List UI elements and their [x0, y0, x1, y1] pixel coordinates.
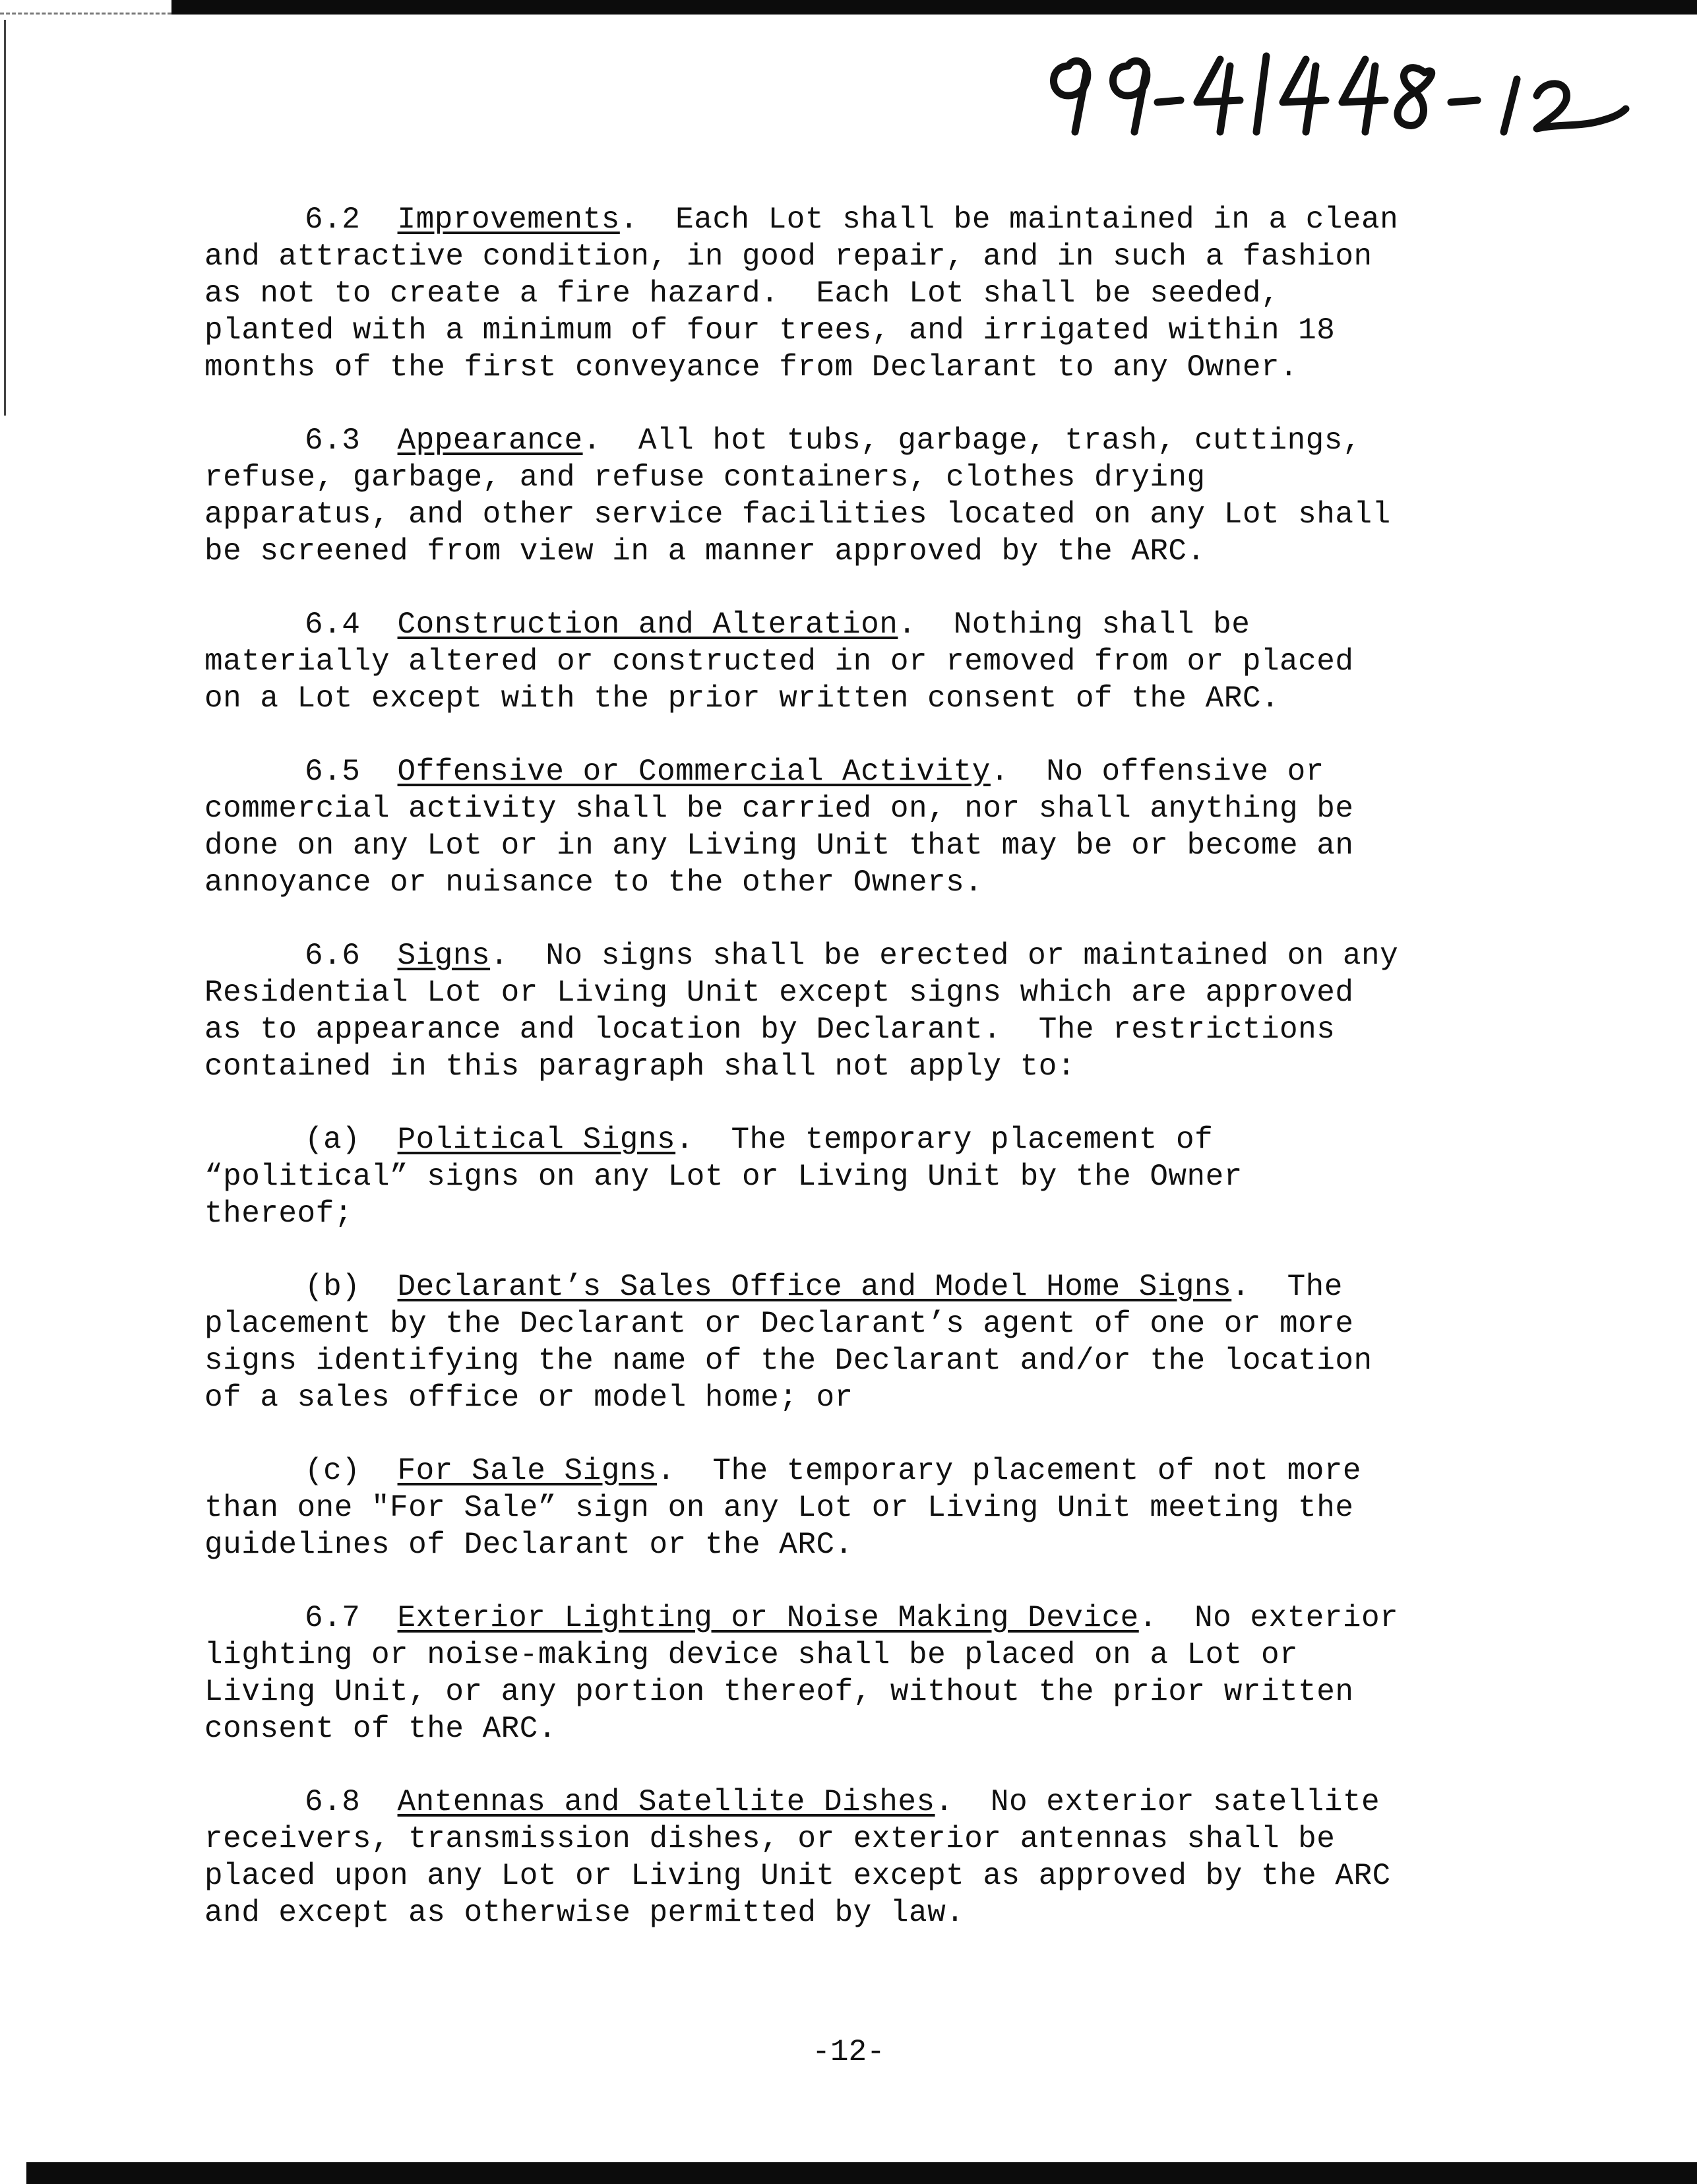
section-line: No exterior satellite	[990, 1785, 1380, 1819]
section-line: placed upon any Lot or Living Unit except as approved by the ARC	[204, 1859, 1391, 1893]
section-line: than one "For Sale” sign on any Lot or Living Unit meeting the	[204, 1491, 1354, 1525]
section-line: Living Unit, or any portion thereof, without the prior written	[204, 1675, 1354, 1709]
section-line: contained in this paragraph shall not apply to:	[204, 1049, 1076, 1084]
section-line: done on any Lot or in any Living Unit that may be or become an	[204, 828, 1354, 863]
section-line: Nothing shall be	[953, 608, 1250, 642]
section-line: “political” signs on any Lot or Living Unit by the Owner	[204, 1160, 1243, 1194]
section-number: 6.8	[305, 1785, 361, 1819]
section-number: 6.4	[305, 608, 361, 642]
section-title: Construction and Alteration	[397, 608, 898, 642]
section-first-line: 6.6 Signs. No signs shall be erected or maintained on any	[305, 939, 1399, 973]
section-line: guidelines of Declarant or the ARC.	[204, 1528, 853, 1562]
section-line: as not to create a fire hazard. Each Lot shall be seeded,	[204, 276, 1280, 311]
section-line: apparatus, and other service facilities located on any Lot shall	[204, 497, 1391, 532]
section-first-line: 6.3 Appearance. All hot tubs, garbage, trash, cuttings,	[305, 423, 1361, 458]
handwritten-document-number	[1029, 40, 1662, 139]
handwritten-number-drawing	[1029, 40, 1662, 139]
section-first-line: 6.7 Exterior Lighting or Noise Making Device. No exterior	[305, 1601, 1399, 1635]
document-body	[204, 201, 1510, 1968]
section-line: Residential Lot or Living Unit except signs which are approved	[204, 976, 1354, 1010]
section-line: receivers, transmission dishes, or exterior antennas shall be	[204, 1822, 1336, 1856]
section-number: 6.2	[305, 203, 361, 237]
section-line: thereof;	[204, 1197, 353, 1231]
section-line: No exterior	[1194, 1601, 1399, 1635]
section-number: (b)	[305, 1270, 361, 1304]
section-6-8	[204, 1784, 1510, 1931]
section-first-line: 6.5 Offensive or Commercial Activity. No offensive or	[305, 755, 1324, 789]
section-line: placement by the Declarant or Declarant’s agent of one or more	[204, 1307, 1354, 1341]
section-line: months of the first conveyance from Declarant to any Owner.	[204, 350, 1299, 385]
section-first-line: (a) Political Signs. The temporary placement of	[305, 1123, 1214, 1157]
section-line: All hot tubs, garbage, trash, cuttings,	[638, 423, 1361, 458]
section-first-line: 6.2 Improvements. Each Lot shall be maintained in a clean	[305, 203, 1399, 237]
section-6-7	[204, 1600, 1510, 1747]
section-number: (c)	[305, 1454, 361, 1488]
section-first-line: (b) Declarant’s Sales Office and Model Home Signs. The	[305, 1270, 1343, 1304]
section-6-6	[204, 937, 1510, 1085]
section-line: The	[1287, 1270, 1343, 1304]
section-line: commercial activity shall be carried on, nor shall anything be	[204, 792, 1354, 826]
section-6-4	[204, 606, 1510, 717]
section-line: signs identifying the name of the Declarant and/or the location	[204, 1344, 1373, 1378]
scan-top-border	[0, 0, 1697, 15]
section-number: (a)	[305, 1123, 361, 1157]
section-first-line: (c) For Sale Signs. The temporary placement of not more	[305, 1454, 1362, 1488]
section-line: on a Lot except with the prior written consent of the ARC.	[204, 681, 1280, 716]
section-first-line: 6.8 Antennas and Satellite Dishes. No exterior satellite	[305, 1785, 1380, 1819]
section-title: Exterior Lighting or Noise Making Device	[397, 1601, 1139, 1635]
section-line: of a sales office or model home; or	[204, 1381, 853, 1415]
section-title: Improvements	[397, 203, 620, 237]
section-line: The temporary placement of	[731, 1123, 1214, 1157]
section-line: annoyance or nuisance to the other Owners.	[204, 865, 983, 900]
section-number: 6.5	[305, 755, 361, 789]
subsection-a	[204, 1121, 1510, 1232]
page-number: -12-	[812, 2035, 885, 2069]
section-line: No offensive or	[1046, 755, 1324, 789]
section-line: and attractive condition, in good repair, and in such a fashion	[204, 239, 1373, 274]
section-title: Political Signs	[397, 1123, 676, 1157]
section-title: Appearance	[397, 423, 583, 458]
section-number: 6.6	[305, 939, 361, 973]
subsection-c	[204, 1452, 1510, 1563]
section-6-2	[204, 201, 1510, 386]
section-title: Offensive or Commercial Activity	[397, 755, 991, 789]
section-line: as to appearance and location by Declarant. The restrictions	[204, 1013, 1336, 1047]
section-line: No signs shall be erected or maintained on any	[545, 939, 1399, 973]
subsection-b	[204, 1268, 1510, 1416]
section-line: materially altered or constructed in or removed from or placed	[204, 644, 1354, 679]
scan-top-dashes	[0, 0, 171, 15]
section-title: Signs	[397, 939, 491, 973]
section-line: planted with a minimum of four trees, and irrigated within 18	[204, 313, 1336, 348]
section-6-3	[204, 422, 1510, 570]
section-title: For Sale Signs	[397, 1454, 658, 1488]
section-line: and except as otherwise permitted by law.	[204, 1896, 965, 1930]
section-title: Declarant’s Sales Office and Model Home Signs	[397, 1270, 1232, 1304]
section-6-5	[204, 753, 1510, 901]
section-line: be screened from view in a manner approved by the ARC.	[204, 534, 1206, 569]
section-line: The temporary placement of not more	[712, 1454, 1362, 1488]
scan-left-edge	[4, 20, 6, 416]
section-line: Each Lot shall be maintained in a clean	[675, 203, 1399, 237]
section-line: refuse, garbage, and refuse containers, clothes drying	[204, 460, 1206, 495]
section-number: 6.7	[305, 1601, 361, 1635]
section-first-line: 6.4 Construction and Alteration. Nothing shall be	[305, 608, 1250, 642]
section-title: Antennas and Satellite Dishes	[397, 1785, 935, 1819]
section-number: 6.3	[305, 423, 361, 458]
section-line: lighting or noise-making device shall be placed on a Lot or	[204, 1638, 1299, 1672]
scan-bottom-border	[26, 2162, 1697, 2184]
section-line: consent of the ARC.	[204, 1712, 557, 1746]
